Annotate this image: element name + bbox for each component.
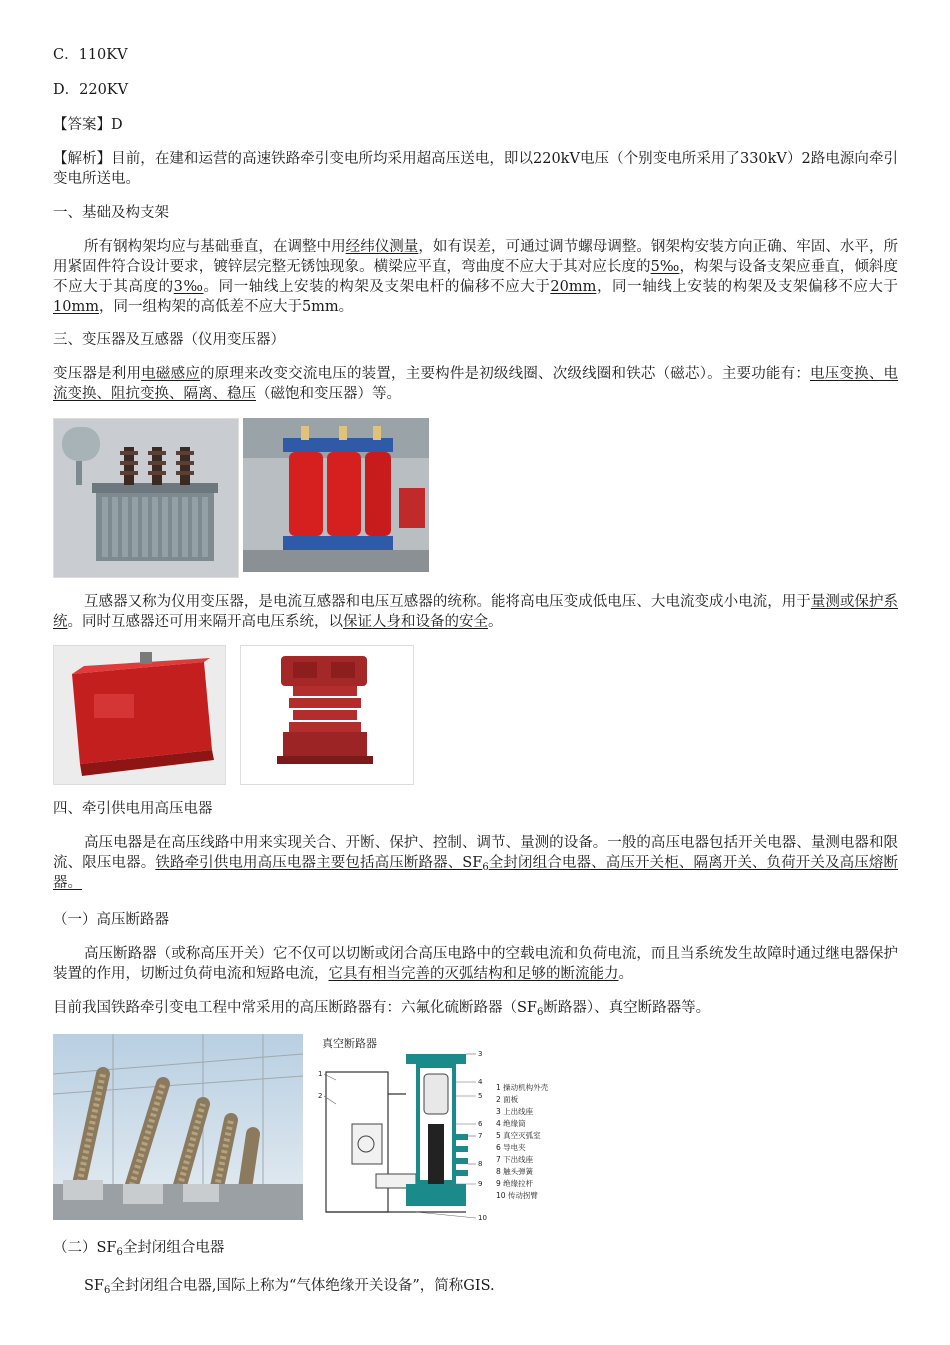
breaker-types-text: 目前我国铁路牵引变电工程中常采用的高压断路器有：六氟化硫断路器（$SF_6$断路器）、真空断路器等。 [53,1000,711,1018]
callout-10: 10 [478,1214,487,1222]
legend-item: 10 传动拐臂 [496,1191,538,1200]
gis-paragraph: $SF_6$全封闭组合电器,国际上称为“气体绝缘开关设备”，简称GIS. [84,1278,495,1296]
legend-item: 1 操动机构外壳 [496,1083,549,1092]
voltage-transformer-image [240,645,414,785]
legend-item: 9 绝缘拉杆 [496,1179,534,1188]
callout-2: 2 [318,1092,323,1100]
section1-paragraph: 所有钢构架均应与基础垂直，在调整中用经纬仪测量，如有误差，可通过调节螺母调整。钢架构安装方向正确、牢固、水平，所用紧固件符合设计要求，镀锌层完整无锈蚀现象。横梁应平直，弯曲度不应大于其对应长度的5‰，构架与设备支架应垂直，倾斜度不应大于其高度的3‰。同一轴线上安装的构架及支架电杆的偏移不应大于20mm，同一轴线上安装的构架及支架偏移不应大于10mm，同一组构架的高低差不应大于5mm。 [53,239,899,315]
current-transformer-image [53,645,226,785]
legend-item: 7 下出线座 [496,1155,534,1164]
section3-heading: 三、变压器及互感器（仪用变压器） [53,332,285,348]
legend-item: 8 触头弹簧 [496,1167,534,1176]
legend-item: 6 导电夹 [496,1143,526,1152]
legend-item: 5 真空灭弧室 [496,1131,541,1140]
circuit-breaker-heading: （一）高压断路器 [53,912,169,928]
callout-4: 4 [478,1078,483,1086]
oil-transformer-image [53,418,239,578]
gis-heading: （二）$SF_6$全封闭组合电器 [53,1240,225,1258]
circuit-breaker-paragraph: 高压断路器（或称高压开关）它不仅可以切断或闭合高压电路中的空载电流和负荷电流，而且当系统发生故障时通过继电器保护装置的作用，切断过负荷电流和短路电流，它具有相当完善的灭弧结构和足够的断流能力。 [53,946,898,982]
diagram-title: 真空断路器 [322,1037,377,1050]
instrument-transformer-paragraph: 互感器又称为仪用变压器，是电流互感器和电压互感器的统称。能将高电压变成低电压、大电流变成小电流，用于量测或保护系统。同时互感器还可用来隔开高电压系统，以保证人身和设备的安全。 [53,594,899,630]
callout-7: 7 [478,1132,483,1140]
hv-apparatus-paragraph: 高压电器是在高压线路中用来实现关合、开断、保护、控制、调节、量测的设备。一般的高压电器包括开关电器、量测电器和限流、限压电器。铁路牵引供电用高压电器主要包括高压断路器、$SF_6$全封闭组合电器、高压开关柜、隔离开关、负荷开关及高压熔断器。 [53,835,898,891]
legend-item: 2 面板 [496,1095,519,1104]
legend-item: 3 上出线座 [496,1107,534,1116]
section1-heading: 一、基础及构支架 [53,205,169,221]
callout-6: 6 [478,1120,483,1128]
answer-text: 【答案】D [53,117,123,133]
callout-9: 9 [478,1180,483,1188]
transformer-paragraph: 变压器是利用电磁感应的原理来改变交流电压的装置，主要构件是初级线圈、次级线圈和铁芯（磁芯）。主要功能有：电压变换、电流变换、阻抗变换、隔离、稳压（磁饱和变压器）等。 [53,366,899,402]
option-d: D．220KV [53,82,129,98]
section4-heading: 四、牵引供电用高压电器 [53,801,213,817]
dry-transformer-image [243,418,429,572]
analysis-text: 【解析】目前，在建和运营的高速铁路牵引变电所均采用超高压送电，即以220kV电压（个别变电所采用了330kV）2路电源向牵引变电所送电。 [53,151,898,187]
callout-5: 5 [478,1092,483,1100]
callout-1: 1 [318,1070,323,1078]
callout-3: 3 [478,1050,483,1058]
sf6-breaker-photo [53,1034,303,1220]
vacuum-breaker-diagram [316,1034,566,1224]
callout-8: 8 [478,1160,483,1168]
option-c: C．110KV [53,47,128,63]
legend-item: 4 绝缘筒 [496,1119,526,1128]
